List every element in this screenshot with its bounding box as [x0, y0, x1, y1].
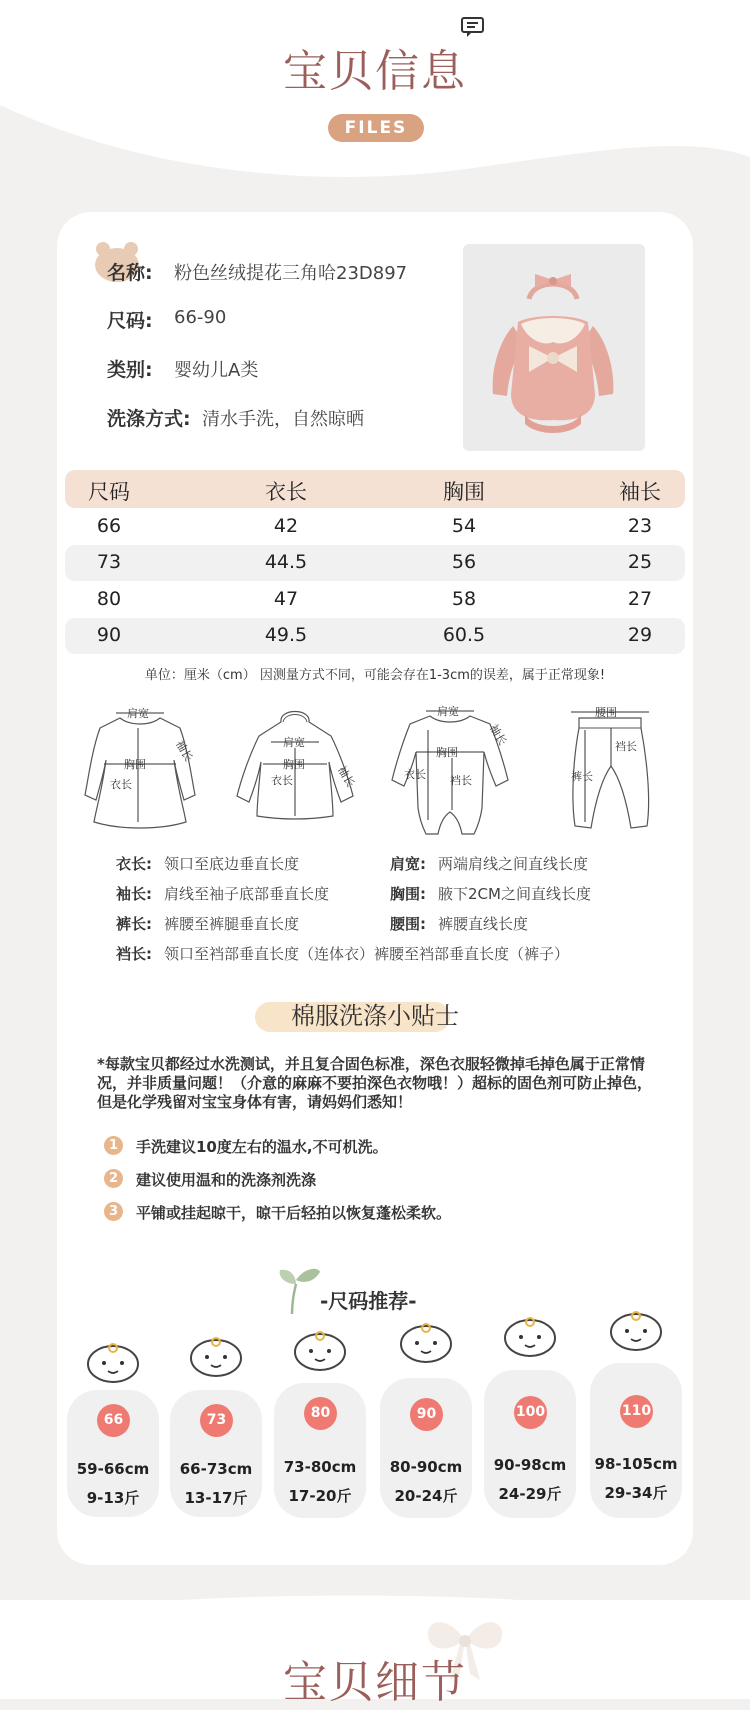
step-text: 手洗建议10度左右的温水,不可机洗。 [136, 1138, 388, 1156]
romper-measure-figure [390, 700, 520, 835]
recommend-title: -尺码推荐- [320, 1289, 417, 1313]
size-card [380, 1378, 472, 1518]
size-card [274, 1383, 366, 1518]
fig-label-crotch: 裆长 [450, 774, 472, 787]
fig-label-chest: 胸围 [283, 758, 305, 771]
washing-value: 清水手洗，自然晾晒 [202, 409, 364, 430]
table-cell: 66 [96, 515, 122, 537]
table-cell: 54 [451, 515, 477, 537]
table-header-chest: 胸围 [443, 480, 485, 504]
def-crotch-text: 领口至裆部垂直长度（连体衣）裤腰至裆部垂直长度（裤子） [164, 945, 570, 963]
footer-title: 宝贝细节 [283, 1657, 467, 1708]
pants-measure-figure [565, 700, 655, 835]
height-range: 98-105cm [594, 1455, 678, 1473]
category-value: 婴幼儿A类 [174, 360, 259, 381]
size-card [590, 1363, 682, 1518]
jacket-measure-figure [233, 700, 358, 835]
table-cell: 25 [627, 551, 653, 573]
dress-measure-figure [80, 700, 200, 835]
fig-label-length: 衣长 [271, 774, 293, 787]
def-shoulder-text: 两端肩线之间直线长度 [438, 855, 589, 873]
sprout-icon [274, 1262, 324, 1317]
name-label: 名称: [107, 262, 153, 284]
fig-label-sleeve: 袖长 [486, 722, 510, 748]
height-range: 73-80cm [283, 1458, 357, 1476]
step-number: 2 [104, 1169, 123, 1188]
def-length-text: 领口至底边垂直长度 [164, 855, 300, 873]
height-range: 80-90cm [389, 1458, 463, 1476]
table-cell: 90 [96, 624, 122, 646]
size-badge: 73 [200, 1404, 233, 1437]
page-title: 宝贝信息 [283, 46, 467, 97]
table-cell: 29 [627, 624, 653, 646]
step-number: 1 [104, 1136, 123, 1155]
table-header-length: 衣长 [265, 480, 307, 504]
tips-title: 棉服洗涤小贴士 [291, 1002, 459, 1030]
size-card [67, 1390, 159, 1517]
height-range: 59-66cm [76, 1460, 150, 1478]
table-cell: 73 [96, 551, 122, 573]
def-length-label: 衣长: [116, 855, 152, 873]
size-badge: 66 [97, 1404, 130, 1437]
table-cell: 49.5 [264, 624, 308, 646]
table-cell: 44.5 [264, 551, 308, 573]
table-cell: 56 [451, 551, 477, 573]
size-card [170, 1390, 262, 1517]
weight-range: 17-20斤 [288, 1487, 352, 1505]
def-waist-text: 裤腰直线长度 [438, 915, 529, 933]
baby-face-icon [292, 1328, 348, 1372]
fig-label-shoulder: 肩宽 [127, 707, 149, 720]
table-cell: 23 [627, 515, 653, 537]
height-range: 66-73cm [179, 1460, 253, 1478]
size-badge: 80 [304, 1397, 337, 1430]
size-badge: 90 [410, 1398, 443, 1431]
files-badge: FILES [328, 114, 424, 142]
washing-warning: *每款宝贝都经过水洗测试，并且复合固色标准，深色衣服轻微掉毛掉色属于正常情况，并非质量问题！（介意的麻麻不要拍深色衣物哦！）超标的固色剂可防止掉色，但是化学残留对宝宝身体有害，请妈妈们悉知！ [97, 1055, 653, 1111]
table-cell: 80 [96, 588, 122, 610]
baby-face-icon [502, 1314, 558, 1358]
unit-note: 单位：厘米（cm） 因测量方式不同，可能会存在1-3cm的误差，属于正常现象! [144, 668, 606, 683]
def-waist-label: 腰围: [390, 915, 426, 933]
fig-label-chest: 胸围 [436, 746, 458, 759]
def-crotch-label: 裆长: [116, 945, 152, 963]
def-shoulder-label: 肩宽: [390, 855, 426, 873]
weight-range: 24-29斤 [498, 1485, 562, 1503]
def-pants-text: 裤腰至裤腿垂直长度 [164, 915, 300, 933]
step-number: 3 [104, 1202, 123, 1221]
fig-label-chest: 胸围 [124, 758, 146, 771]
height-range: 90-98cm [493, 1456, 567, 1474]
fig-label-crotch: 裆长 [615, 740, 637, 753]
baby-face-icon [398, 1320, 454, 1364]
fig-label-shoulder: 肩宽 [283, 736, 305, 749]
size-label: 尺码: [107, 310, 153, 332]
size-value: 66-90 [174, 307, 227, 328]
name-value: 粉色丝绒提花三角哈23D897 [174, 263, 408, 284]
header-wave [0, 95, 750, 215]
weight-range: 29-34斤 [604, 1484, 668, 1502]
step-text: 建议使用温和的洗涤剂洗涤 [136, 1171, 317, 1189]
def-sleeve-text: 肩线至袖子底部垂直长度 [164, 885, 330, 903]
footer-wave [0, 1590, 750, 1630]
table-cell: 42 [273, 515, 299, 537]
def-pants-label: 裤长: [116, 915, 152, 933]
table-cell: 27 [627, 588, 653, 610]
fig-label-shoulder: 肩宽 [437, 705, 459, 718]
category-label: 类别: [107, 359, 153, 381]
size-badge: 110 [620, 1395, 653, 1428]
fig-label-sleeve: 袖长 [334, 763, 358, 790]
def-sleeve-label: 袖长: [116, 885, 152, 903]
washing-label: 洗涤方式: [107, 408, 191, 430]
baby-face-icon [85, 1340, 141, 1384]
product-photo [463, 244, 645, 451]
table-cell: 58 [451, 588, 477, 610]
fig-label-pants: 裤长 [571, 770, 593, 783]
def-chest-text: 腋下2CM之间直线长度 [438, 885, 591, 903]
baby-face-icon [608, 1308, 664, 1352]
size-badge: 100 [514, 1396, 547, 1429]
step-text: 平铺或挂起晾干，晾干后轻拍以恢复蓬松柔软。 [136, 1204, 452, 1222]
size-card [484, 1370, 576, 1518]
weight-range: 13-17斤 [184, 1489, 248, 1507]
fig-label-length: 衣长 [404, 768, 426, 781]
table-cell: 60.5 [442, 624, 486, 646]
def-chest-label: 胸围: [390, 885, 426, 903]
weight-range: 9-13斤 [86, 1489, 140, 1507]
table-header-size: 尺码 [88, 480, 130, 504]
table-header-sleeve: 袖长 [619, 480, 661, 504]
baby-face-icon [188, 1334, 244, 1378]
fig-label-sleeve: 袖长 [172, 738, 196, 764]
fig-label-length: 衣长 [110, 778, 132, 791]
weight-range: 20-24斤 [394, 1487, 458, 1505]
fig-label-waist: 腰围 [595, 706, 617, 719]
table-cell: 47 [273, 588, 299, 610]
